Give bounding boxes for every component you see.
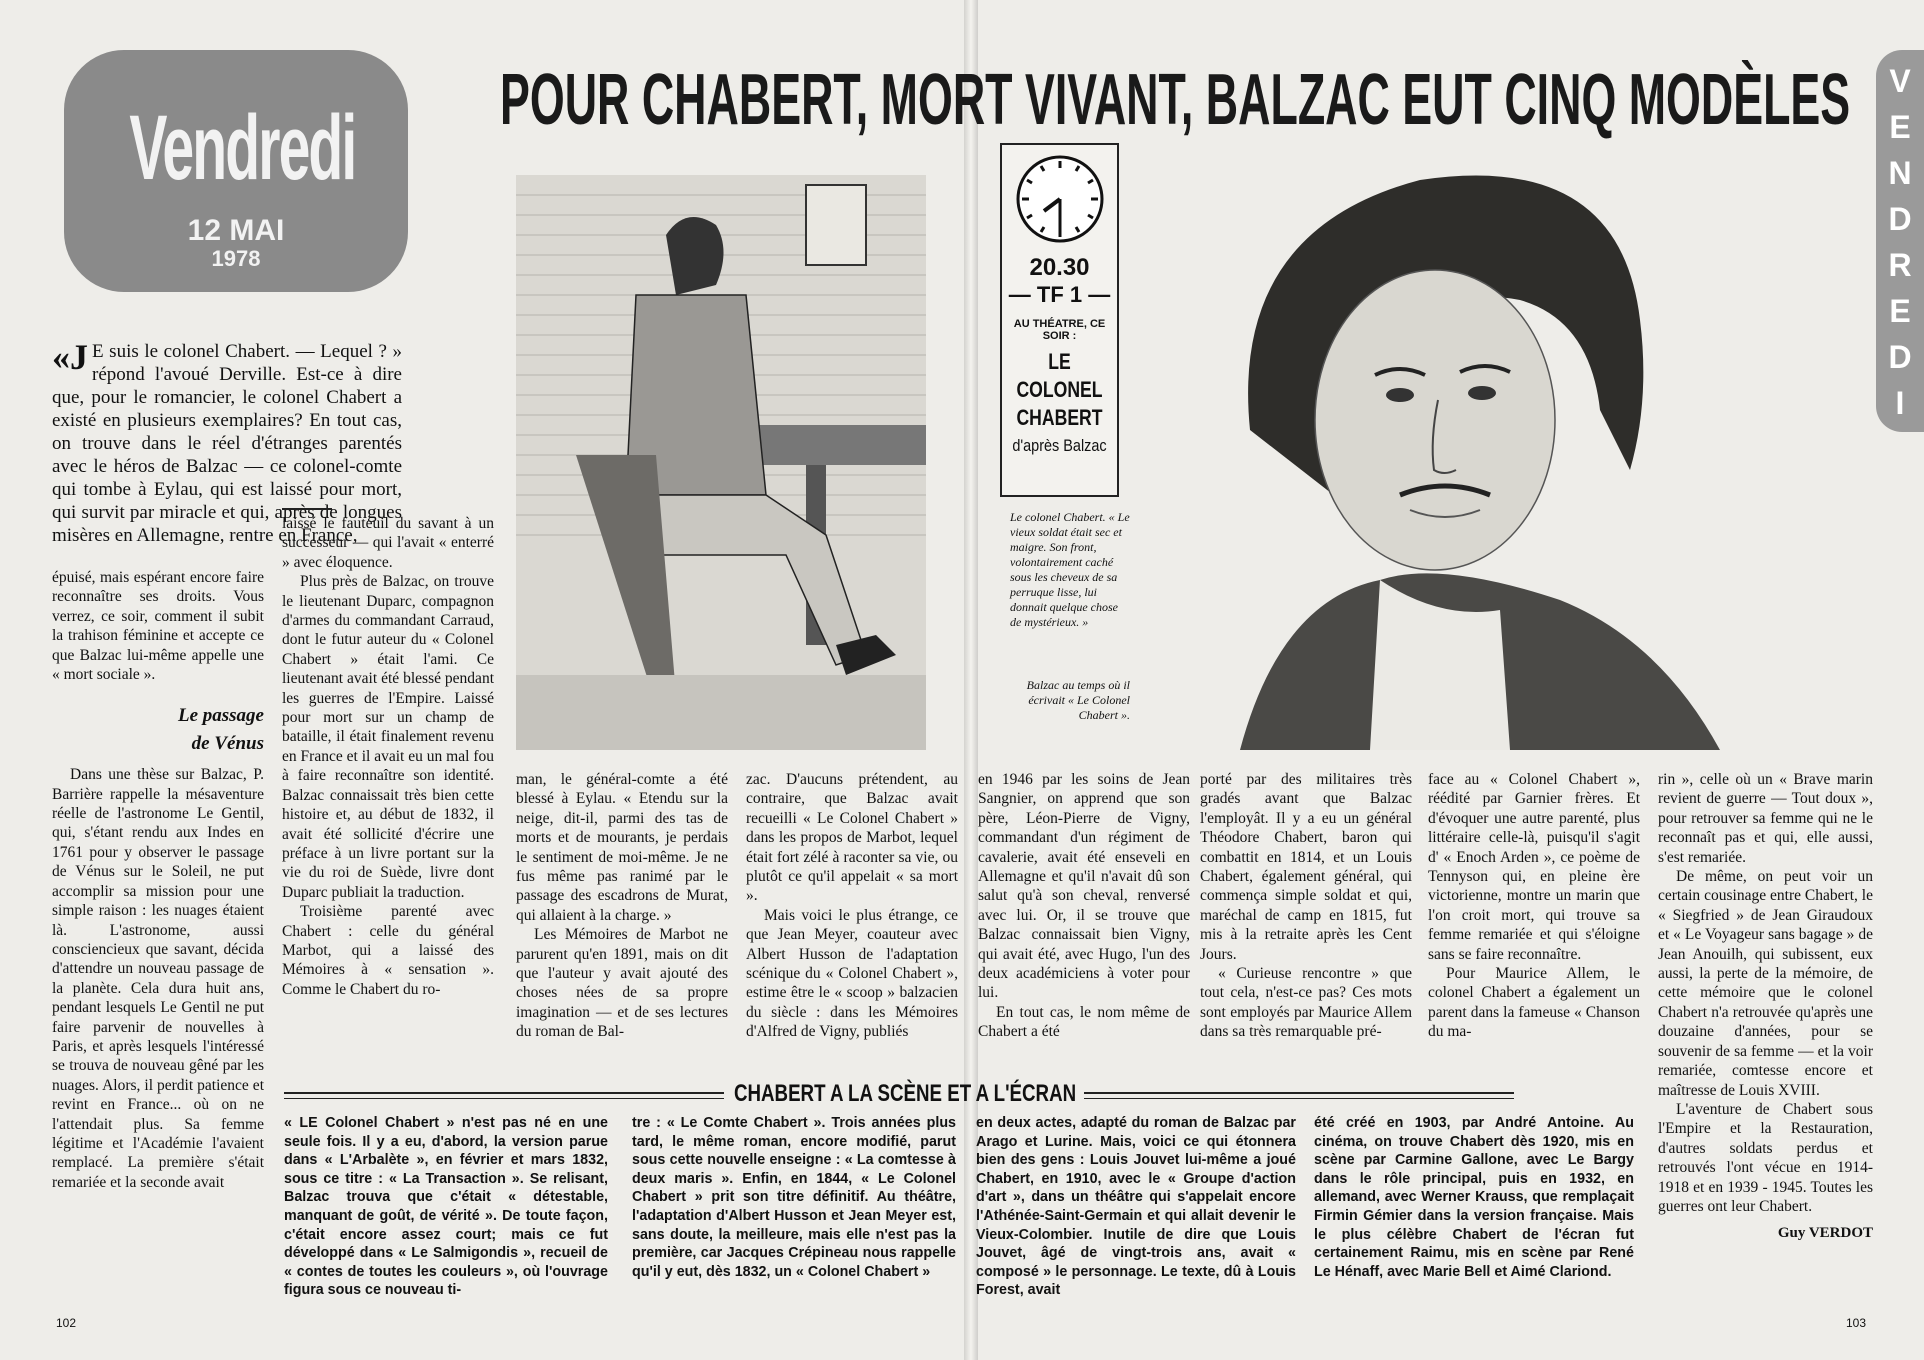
column-3 [516,770,728,1042]
headline: POUR CHABERT, MORT VIVANT, BALZAC EUT CINQ MODÈLES [500,60,1851,140]
paragraph-vigny: en 1946 par les soins de Jean Sangnier, on apprend que son père, Léon-Pierre de Vigny, commandant d'un régiment de cavalerie, avait été enseveli en Allemagne et qu'il n'avait dû son salut qu'à son cheval, renversé avec lui. Or, il se trouve que Balzac connaissait bien Vigny, qui avait été, avec Hugo, l'un des deux académiciens à voter pour lui. [978,771,1190,1002]
paragraph-marbot: Troisième parenté avec Chabert : celle du général Marbot, qui a laissé des Mémoires à « sensation ». Comme le Chabert du ro- [282,903,494,998]
paragraph-enoch: face au « Colonel Chabert », réédité par Garnier frères. Et d'évoquer une autre parenté, plus littéraire celle-là, puisqu'il s'agit d' « Enoch Arden », ce poème de Tennyson qui, en pleine ère victorienne, montre un marin que l'on croit mort, qui trouve sa femme remariée et qui s'éloigne sans se faire reconnaître. [1428,771,1640,963]
clock-icon [1014,153,1106,245]
paragraph-marin: rin », celle où un « Brave marin revient de guerre — Tout doux », pour retrouver sa femme qui ne le reconnaît pas et qui, elle aussi, s'est remariée. [1658,771,1873,866]
title-rule-left [284,1092,724,1099]
program-title-line-2: CHABERT [1016,405,1103,430]
paragraph-venus: Dans une thèse sur Balzac, P. Barrière rappelle la mésaventure réelle de l'astronome Le Gentil, qui, s'étant rendu aux Indes en 1761 pour y observer le passage de Vénus sur le Soleil, ne put accomplir sa mission pour une simple raison : les nuages étaient là. L'astronome, aussi consciencieux que savant, décida d'attendre un nouveau passage de la planète. Cela dura huit ans, pendant lesquels Le Gentil ne put faire parvenir de nouvelles à Paris, et après lesquels l'intéressé se trouva de nouveau gêné par les nuages. Alors, il perdit patience et revint en France... où on ne l'attendait plus. Sa femme légitime et l'Académie l'avaient remplacé. La première s'était remariée et la seconde avait [52,766,264,1191]
sidebar-column-4: été créé en 1903, par André Antoine. Au cinéma, on trouve Chabert dès 1920, mis en scène par Carmine Gallone, avec Le Bargy dans le rôle principal, puis en 1932, en allemand, avec Werner Krauss, que remplaçait Firmin Gémier dans la version française. Mais le plus célèbre Chabert de l'écran fut certainement Raimu, mis en scène par René Le Hénaff, avec Marie Bell et Aimé Clariond. [1314,1115,1634,1280]
sidebar-title-bar [284,1080,1514,1108]
chabert-illustration [516,175,926,750]
author-signature: Guy VERDOT [1777,1225,1873,1242]
paragraph-recueilli: zac. D'aucuns prétendent, au contraire, que Balzac avait recueilli « Le Colonel Chabert » dans les propos de Marbot, lequel était fort zélé à raconter sa vie, ou plutôt ce qu'il appelait « sa mort ». [746,771,958,905]
page-number-right: 103 [1846,1316,1867,1330]
date-label: 12 MAI [187,214,285,247]
paragraph-allem: Pour Maurice Allem, le colonel Chabert a également un parent dans la fameuse « Chanson du ma- [1428,965,1640,1041]
program-subtitle: d'après Balzac [1012,436,1107,455]
paragraph-successeur: laissé le fauteuil du savant à un successeur — qui l'avait « enterré » avec éloquence. [282,515,494,571]
side-tab [1876,50,1924,432]
day-label: Vendredi [129,97,356,199]
column-2 [282,508,494,999]
program-box [1000,143,1119,497]
paragraph-rencontre: « Curieuse rencontre » que tout cela, n'est-ce pas? Ces mots sont employés par Maurice Allem dans sa très remarquable pré- [1200,965,1412,1041]
lead-initial: «J [52,337,88,377]
column-6 [1200,770,1412,1042]
lead-tail: épuisé, mais espérant encore faire reconnaître ses droits. Vous verrez, ce soir, comment il subit la trahison féminine et accepte ce que Balzac lui-même appelle une « mort sociale ». [52,569,264,684]
broadcast-time: 20.30 [1029,254,1090,281]
side-tab-letter: V [1889,63,1911,99]
title-rule-right [1084,1092,1514,1099]
paragraph-eylau: man, le général-comte a été blessé à Eylau. « Etendu sur la neige, dit-il, parmi des tas de morts et de mourants, je perdais le sentiment de moi-même. Je ne fus même pas ranimé par le passage des escadrons de Murat, qui allaient à la charge. » [516,771,728,924]
side-tab-letter: D [1888,339,1912,375]
sidebar-column-1: « LE Colonel Chabert » n'est pas né en une seule fois. Il y a eu, d'abord, la version parue dans « L'Arbalète », en février et mars 1832, sous ce titre : « La Transaction ». Se relisant, Balzac trouva que c'était « détestable, manquant de goût, de vérité ». De toute façon, c'était encore assez court; mais ce fut développé dans « Le Salmigondis », recueil de « contes de toutes les couleurs », où l'ouvrage figura sous ce nouveau ti- [284,1115,608,1299]
side-tab-letters [1876,58,1924,426]
balzac-portrait [1180,150,1720,750]
side-tab-letter: E [1889,293,1911,329]
paragraph-aventure: L'aventure de Chabert sous l'Empire et la Restauration, d'autres soldats perdus et retrouvés l'ont vécue en 1914-1918 et en 1939 - 1945. Toutes les guerres ont leur Chabert. [1658,1100,1873,1215]
paragraph-generaux: porté par des militaires très gradés avant que Balzac l'employât. Il y a eu un général Théodore Chabert, baron qui combattit en 1814, et un Louis Chabert, également général, qui commença simple soldat et qui, maréchal de camp en 1815, fut mis à la retraite après les Cent Jours. [1200,771,1412,963]
column-4 [746,770,958,1042]
sidebar-column-3: en deux actes, adapté du roman de Balzac par Arago et Lurine. Mais, voici ce qui étonnera bien des gens : Louis Jouvet lui-même a joué Chabert, en 1910, avec le « Groupe d'action d'art », dans un théâtre qui s'appelait encore l'Athénée-Saint-Germain et qui allait devenir le Vieux-Colombier. Inutile de dire que Louis Jouvet, âgé de vingt-trois ans, avait « composé » le personnage. Le texte, dû à Louis Forest, avait [976,1115,1296,1299]
subhead-line-1: Le passage [177,705,264,727]
column-5 [978,770,1190,1042]
caption-balzac: Balzac au temps où il écrivait « Le Colonel Chabert ». [1026,678,1130,722]
year-label: 1978 [211,246,261,271]
lead-text: E suis le colonel Chabert. — Lequel ? » répond l'avoué Derville. Est-ce à dire que, pour le romancier, le colonel Chabert a existé en plusieurs exemplaires? En tout cas, on trouve dans le réel d'étranges parentés avec le héros de Balzac — ce colonel-comte qui tombe à Eylau, qui est laissé pour mort, qui survit par miracle et qui, après de longues misères en Allemagne, rentre en France, [52,341,402,546]
program-lead: AU THÉATRE, CE SOIR : [1013,318,1106,342]
paragraph-memoires: Les Mémoires de Marbot ne parurent qu'en 1891, mais on dit que l'auteur y avait ajouté des choses nées de sa propre imagination — et de ses lectures du roman de Bal- [516,926,728,1041]
program-title-line-1: LE COLONEL [1016,349,1103,402]
side-tab-letter: E [1889,109,1911,145]
column-8 [1658,770,1873,1244]
column-7 [1428,770,1640,1042]
page-number-left: 102 [56,1316,77,1330]
side-tab-letter: R [1888,247,1912,283]
channel-label: — TF 1 — [1008,282,1111,307]
side-tab-letter: N [1888,155,1912,191]
side-tab-letter: D [1888,201,1912,237]
caption-chabert: Le colonel Chabert. « Le vieux soldat était sec et maigre. Son front, volontairement caché sous les cheveux de sa perruque lisse, lui donnait quelque chose de mystérieux. » [1010,510,1130,629]
paragraph-cousinage: De même, on peut voir un certain cousinage entre Chabert, le « Siegfried » de Jean Giraudoux et « Le Voyageur sans bagage » de Jean Anouilh, qui subissent, eux aussi, la perte de la mémoire, de cette mémoire que le colonel Chabert n'a retrouvée qu'après une douzaine d'années, pour se souvenir de sa femme — et la voir remariée, comtesse encore et maîtresse de Louis XVIII. [1658,868,1873,1099]
paragraph-duparc: Plus près de Balzac, on trouve le lieutenant Duparc, compagnon d'armes du commandant Carraud, dont le futur auteur du « Colonel Chabert » était l'ami. Ce lieutenant avait été blessé pendant les guerres de l'Empire. Laissé pour mort sur un champ de bataille, il était finalement revenu en France et il avait eu un mal fou à faire reconnaître son identité. Balzac connaissait très bien cette histoire et, au début de 1832, il avait été sollicité d'écrire une préface à un livre portant sur la vie du roi de Suède, livre dont Duparc publiait la traduction. [282,573,494,901]
sidebar-column-2: tre : « Le Comte Chabert ». Trois années plus tard, le même roman, encore modifié, parut sous cette nouvelle enseigne : « La comtesse à deux maris ». Enfin, en 1844, « Le Colonel Chabert » prit son titre définitif. Au théâtre, l'adaptation d'Albert Husson et Jean Meyer est, sans doute, la meilleure, mais elle n'est pas la première, car Jacques Crépineau nous rappelle qu'il y eut, dès 1832, un « Colonel Chabert » [632,1115,956,1280]
side-tab-letter: I [1895,385,1905,421]
column-rule [282,508,332,510]
paragraph-scoop: Mais voici le plus étrange, ce que Jean Meyer, coauteur avec Albert Husson de l'adaptation scénique du « Colonel Chabert », estime être le « scoop » balzacien du siècle : dans les Mémoires d'Alfred de Vigny, publiés [746,906,958,1041]
column-1 [52,568,264,1192]
subhead-line-2: de Vénus [191,732,264,754]
sidebar-title: CHABERT A LA SCÈNE ET A L'ÉCRAN [734,1080,1077,1107]
day-badge [64,50,408,292]
paragraph-nom: En tout cas, le nom même de Chabert a été [978,1003,1190,1041]
